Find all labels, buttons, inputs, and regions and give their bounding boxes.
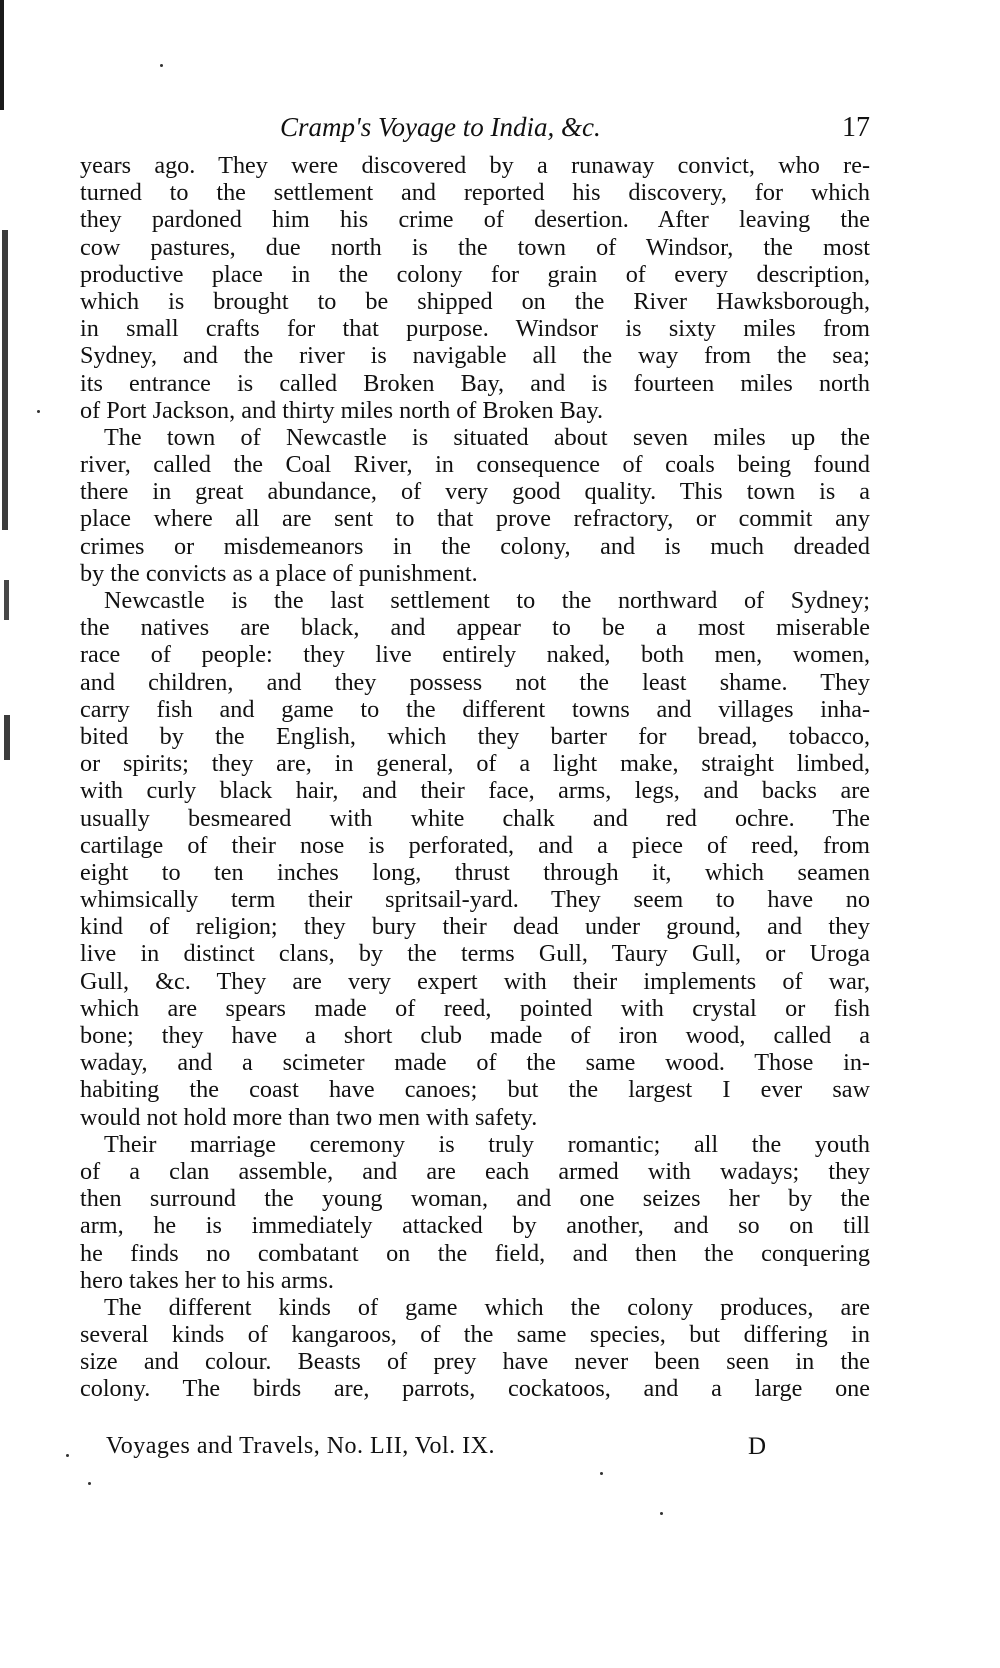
text-line: there in great abundance, of very good quality. This town is a [80, 478, 870, 506]
running-title: Cramp's Voyage to India, &c. [280, 112, 601, 142]
text-line: river, called the Coal River, in consequence of coals being found [80, 451, 870, 479]
text-line: Their marriage ceremony is truly romantic; all the youth [104, 1130, 870, 1158]
text-line: or spirits; they are, in general, of a light make, straight limbed, [80, 750, 870, 778]
signature-letter: D [747, 1433, 766, 1460]
text-line: cow pastures, due north is the town of Windsor, the most [80, 233, 870, 261]
text-line: habiting the coast have canoes; but the largest I ever saw [80, 1076, 870, 1104]
text-line: size and colour. Beasts of prey have never been seen in the [80, 1348, 870, 1376]
text-line: The town of Newcastle is situated about seven miles up the [104, 423, 870, 451]
text-line: in small crafts for that purpose. Windsor is sixty miles from [80, 315, 870, 343]
text-line: Gull, &c. They are very expert with their implements of war, [80, 967, 870, 995]
text-line: several kinds of kangaroos, of the same species, but differing in [80, 1321, 870, 1349]
text-line: productive place in the colony for grain of every description, [80, 260, 870, 288]
scan-speck [88, 1482, 91, 1485]
page-number: 17 [842, 112, 870, 143]
scan-speck [600, 1472, 603, 1475]
scan-edge-shadow [4, 715, 10, 760]
text-line: bone; they have a short club made of iron wood, called a [80, 1022, 870, 1049]
text-line: kind of religion; they bury their dead under ground, and they [80, 913, 870, 941]
scan-speck [160, 64, 163, 67]
text-line: colony. The birds are, parrots, cockatoos, and a large one [80, 1375, 870, 1403]
signature-text: Voyages and Travels, No. LII, Vol. IX. [106, 1433, 495, 1459]
text-line: he finds no combatant on the field, and then the conquering [80, 1239, 870, 1267]
text-line: arm, he is immediately attacked by another, and so on till [80, 1212, 870, 1240]
text-line: bited by the English, which they barter for bread, tobacco, [80, 722, 870, 750]
scan-speck [660, 1512, 663, 1515]
text-line: waday, and a scimeter made of the same wood. Those in- [80, 1049, 870, 1077]
text-line: and children, and they possess not the least shame. They [80, 668, 870, 696]
running-head [80, 112, 870, 152]
text-line: hero takes her to his arms. [80, 1266, 334, 1294]
text-line: which is brought to be shipped on the River Hawksborough, [80, 287, 870, 315]
text-line: eight to ten inches long, thrust through it, which seamen [80, 858, 870, 886]
text-line: place where all are sent to that prove refractory, or commit any [80, 505, 870, 533]
text-line: live in distinct clans, by the terms Gull, Taury Gull, or Uroga [80, 940, 870, 968]
scan-speck [37, 410, 40, 413]
text-line: race of people: they live entirely naked, both men, women, [80, 641, 870, 669]
text-line: whimsically term their spritsail-yard. They seem to have no [80, 886, 870, 914]
text-line: which are spears made of reed, pointed with crystal or fish [80, 994, 870, 1022]
signature-line [106, 1433, 766, 1467]
text-line: crimes or misdemeanors in the colony, and is much dreaded [80, 532, 870, 560]
scan-edge-shadow [4, 580, 9, 620]
text-line: then surround the young woman, and one seizes her by the [80, 1185, 870, 1213]
text-line: of a clan assemble, and are each armed with wadays; they [80, 1157, 870, 1185]
text-line: the natives are black, and appear to be a most miserable [80, 614, 870, 642]
text-line: its entrance is called Broken Bay, and is fourteen miles north [80, 369, 870, 397]
text-line: carry fish and game to the different towns and villages inha- [80, 695, 870, 723]
text-line: turned to the settlement and reported his discovery, for which [80, 179, 870, 207]
text-line: years ago. They were discovered by a runaway convict, who re- [80, 152, 870, 179]
text-line: of Port Jackson, and thirty miles north of Broken Bay. [80, 396, 604, 424]
text-line: Newcastle is the last settlement to the northward of Sydney; [104, 587, 870, 614]
scan-speck [66, 1454, 69, 1457]
text-line: cartilage of their nose is perforated, and a piece of reed, from [80, 831, 870, 859]
scan-edge-shadow [0, 0, 4, 110]
text-line: by the convicts as a place of punishment. [80, 559, 478, 587]
body-text [80, 152, 870, 1403]
text-line: they pardoned him his crime of desertion. After leaving the [80, 206, 870, 234]
text-line: with curly black hair, and their face, arms, legs, and backs are [80, 777, 870, 805]
text-line: usually besmeared with white chalk and red ochre. The [80, 804, 870, 832]
scan-edge-shadow [2, 230, 8, 530]
text-line: would not hold more than two men with safety. [80, 1103, 538, 1131]
text-line: Sydney, and the river is navigable all the way from the sea; [80, 342, 870, 370]
text-line: The different kinds of game which the colony produces, are [104, 1293, 870, 1321]
